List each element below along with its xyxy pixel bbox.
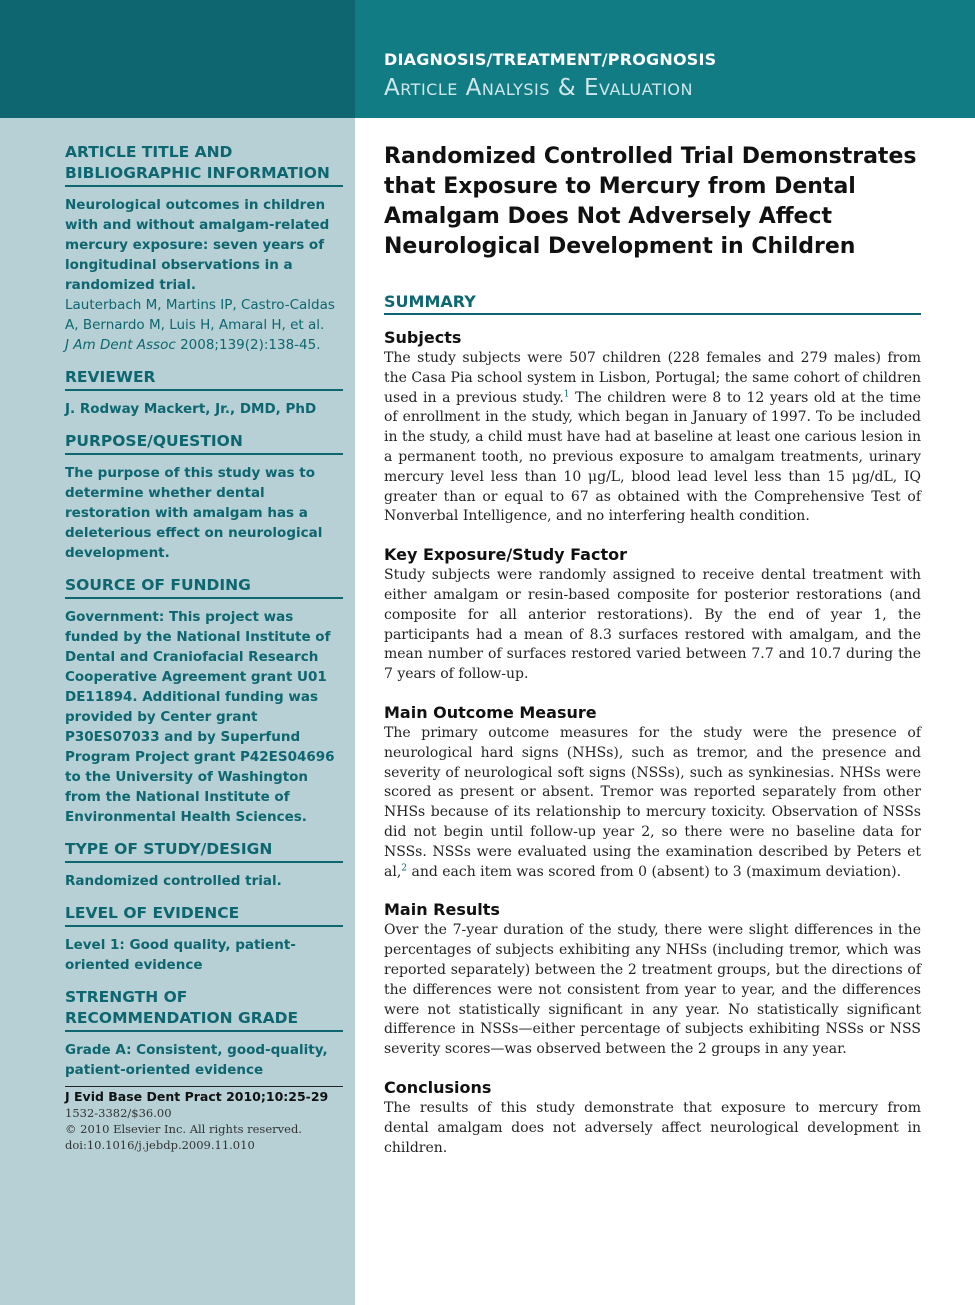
article-info-section <box>65 142 343 355</box>
strength-text: Grade A: Consistent, good-quality, patient-oriented evidence <box>65 1042 328 1078</box>
header-band-left <box>0 0 355 118</box>
funding-text: Government: This project was funded by the National Institute of Dental and Craniofacial Research Cooperative Agreement grant U01 DE11894. Additional funding was provided by Center grant P30ES07033 and by Superfund Program Project grant P42ES04696 to the University of Washington from the National Institute of Environmental Health Sciences. <box>65 609 335 825</box>
conclusions-text: The results of this study demonstrate that exposure to mercury from dental amalgam does not adversely affect neurological development in children. <box>384 1099 921 1156</box>
study-type-section <box>65 839 343 891</box>
exposure-heading: Key Exposure/Study Factor <box>384 545 627 565</box>
reviewer-name: J. Rodway Mackert, Jr., DMD, PhD <box>65 401 317 417</box>
reviewer-heading: REVIEWER <box>65 367 343 391</box>
reviewed-article-authors: Lauterbach M, Martins IP, Castro-Caldas A, Bernardo M, Luis H, Amaral H, et al. <box>65 297 335 333</box>
evidence-text: Level 1: Good quality, patient-oriented evidence <box>65 937 296 973</box>
citation-journal: J Evid Base Dent Pract 2010;10:25-29 <box>65 1089 329 1104</box>
strength-heading: STRENGTH OF RECOMMENDATION GRADE <box>65 987 343 1032</box>
article-type: Article Analysis & Evaluation <box>384 75 693 101</box>
subjects-heading: Subjects <box>384 328 462 347</box>
outcome-heading: Main Outcome Measure <box>384 702 597 722</box>
strength-section <box>65 987 343 1080</box>
section-category: DIAGNOSIS/TREATMENT/PROGNOSIS <box>384 50 717 69</box>
funding-section <box>65 575 343 827</box>
study-type-heading: TYPE OF STUDY/DESIGN <box>65 839 343 863</box>
purpose-heading: PURPOSE/QUESTION <box>65 431 343 455</box>
outcome-text <box>384 724 921 882</box>
conclusions-section <box>384 1077 921 1158</box>
reference-1[interactable]: 1 <box>563 388 570 399</box>
results-heading: Main Results <box>384 900 500 920</box>
main-content <box>384 142 921 1175</box>
reference-2[interactable]: 2 <box>401 862 408 873</box>
sidebar <box>65 142 343 1153</box>
purpose-section <box>65 431 343 563</box>
exposure-text: Study subjects were randomly assigned to receive dental treatment with either amalgam or resin-based composite for posterior restorations (and composite for all anterior restorations). By the end of year 1, the participants had a mean of 8.3 surfaces restored with amalgam, and the mean number of surfaces restored varied between 7.7 and 10.7 during the 7 years of follow-up. <box>384 567 921 683</box>
reviewed-article-title: Neurological outcomes in children with and without amalgam-related mercury exposure: seven years of longitudinal observations in a randomized trial. <box>65 197 330 293</box>
citation-block <box>65 1086 343 1153</box>
subjects-text-b: The children were 8 to 12 years old at the time of enrollment in the study, which began in January of 1997. To be included in the study, a child must have had at baseline at least one carious lesion in a permanent tooth, no previous exposure to amalgam treatments, urinary mercury level less than 10 μg/L, blood lead level less than 15 μg/dL, IQ greater than or equal to 67 as obtained with the Comprehensive Test of Nonverbal Intelligence, and no interfering health condition. <box>384 389 922 525</box>
conclusions-heading: Conclusions <box>384 1077 492 1097</box>
results-section <box>384 899 921 1060</box>
article-info-heading: ARTICLE TITLE AND BIBLIOGRAPHIC INFORMATION <box>65 142 343 187</box>
subjects-text-a: The study subjects were 507 children (228 females and 279 males) from the Casa Pia school system in Lisbon, Portugal; the same cohort of children used in a previous study. <box>384 350 921 406</box>
evidence-section <box>65 903 343 975</box>
outcome-section <box>384 702 921 882</box>
summary-heading: SUMMARY <box>384 292 921 315</box>
reviewed-article-journal-details: 2008;139(2):138-45. <box>175 337 321 353</box>
citation-doi: doi:10.1016/j.jebdp.2009.11.010 <box>65 1138 255 1152</box>
study-type-text: Randomized controlled trial. <box>65 873 282 889</box>
funding-heading: SOURCE OF FUNDING <box>65 575 343 599</box>
exposure-section <box>384 544 921 685</box>
citation-issn: 1532-3382/$36.00 <box>65 1106 172 1120</box>
citation-copyright: © 2010 Elsevier Inc. All rights reserved. <box>65 1122 302 1136</box>
subjects-section <box>384 327 921 527</box>
outcome-text-b: and each item was scored from 0 (absent) to 3 (maximum deviation). <box>407 863 902 880</box>
purpose-text: The purpose of this study was to determine whether dental restoration with amalgam has a deleterious effect on neurological development. <box>65 465 323 561</box>
reviewed-article-journal: J Am Dent Assoc <box>65 337 176 353</box>
evidence-heading: LEVEL OF EVIDENCE <box>65 903 343 927</box>
subjects-text <box>384 349 921 527</box>
article-title: Randomized Controlled Trial Demonstrates that Exposure to Mercury from Dental Amalgam Does Not Adversely Affect Neurological Development in Children <box>384 144 917 259</box>
outcome-text-a: The primary outcome measures for the study were the presence of neurological hard signs (NHSs), such as tremor, and the presence and severity of neurological soft signs (NSSs), such as synkinesias. NHSs were scored as present or absent. Tremor was reported separately from other NHSs because of its relationship to mercury toxicity. Observation of NSSs did not begin until follow-up year 2, so there were no baseline data for NSSs. NSSs were evaluated using the examination described by Peters et al, <box>384 724 921 880</box>
results-text: Over the 7-year duration of the study, there were slight differences in the percentages of subjects exhibiting any NHSs (including tremor, which was reported separately) between the 2 treatment groups, but the directions of the differences were not consistent from year to year, and the differences were not statistically significant in any year. No statistically significant difference in NSSs—either percentage of subjects exhibiting NSSs or NSS severity scores—was observed between the 2 groups in any year. <box>384 922 921 1058</box>
page-header <box>384 50 716 101</box>
reviewed-article-source <box>65 335 343 355</box>
reviewer-section <box>65 367 343 419</box>
